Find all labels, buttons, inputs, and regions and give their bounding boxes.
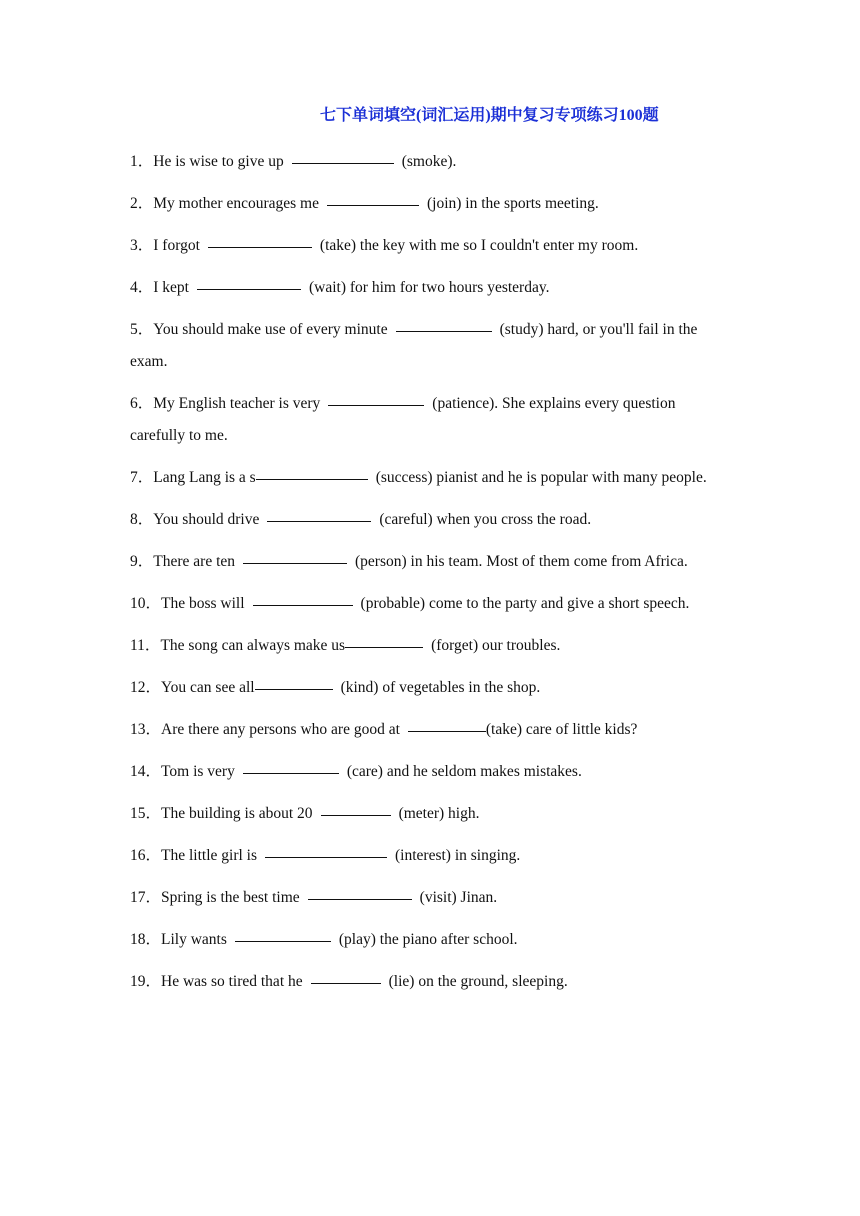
question-text-after: (kind) of vegetables in the shop. bbox=[340, 679, 541, 696]
question-text-after: (meter) high. bbox=[398, 805, 480, 822]
answer-blank[interactable] bbox=[292, 145, 394, 164]
question-number: 8． bbox=[130, 511, 154, 528]
answer-blank[interactable] bbox=[197, 271, 301, 290]
question-number: 2． bbox=[130, 195, 154, 212]
question-text-before: Lily wants bbox=[161, 931, 227, 948]
question-text-before: You should make use of every minute bbox=[153, 321, 388, 338]
question-text-after: (care) and he seldom makes mistakes. bbox=[346, 763, 582, 780]
question-item bbox=[130, 840, 730, 872]
question-number: 19． bbox=[130, 973, 162, 990]
answer-blank[interactable] bbox=[243, 755, 339, 774]
question-text-before: Are there any persons who are good at bbox=[161, 721, 400, 738]
question-text-after: (wait) for him for two hours yesterday. bbox=[309, 279, 550, 296]
question-item bbox=[130, 314, 730, 378]
question-text-before: The building is about 20 bbox=[161, 805, 313, 822]
question-text-after: (take) the key with me so I couldn't enter my room. bbox=[319, 237, 639, 254]
question-text-after: (study) hard, or you'll fail in the exam. bbox=[130, 321, 698, 370]
question-item bbox=[130, 504, 730, 536]
question-text-after: (success) pianist and he is popular with many people. bbox=[375, 469, 707, 486]
question-number: 18． bbox=[130, 931, 162, 948]
question-number: 9． bbox=[130, 553, 154, 570]
question-number: 15． bbox=[130, 805, 162, 822]
question-number: 7． bbox=[130, 469, 154, 486]
question-text-after: (interest) in singing. bbox=[395, 847, 521, 864]
question-item bbox=[130, 924, 730, 956]
question-text-after: (careful) when you cross the road. bbox=[379, 511, 592, 528]
question-number: 5． bbox=[130, 321, 154, 338]
question-text-after: (join) in the sports meeting. bbox=[426, 195, 599, 212]
question-text-before: Tom is very bbox=[161, 763, 235, 780]
question-item bbox=[130, 672, 730, 704]
question-text-after: (forget) our troubles. bbox=[431, 637, 561, 654]
question-item bbox=[130, 588, 730, 620]
question-text-before: There are ten bbox=[153, 553, 236, 570]
answer-blank[interactable] bbox=[208, 229, 312, 248]
answer-blank[interactable] bbox=[267, 503, 371, 522]
question-text-before: The boss will bbox=[161, 595, 245, 612]
question-text-before: You should drive bbox=[153, 511, 260, 528]
answer-blank[interactable] bbox=[396, 313, 492, 332]
answer-blank[interactable] bbox=[235, 923, 331, 942]
question-text-after: (patience). She explains every question carefully to me. bbox=[130, 395, 676, 444]
answer-blank[interactable] bbox=[345, 629, 423, 648]
answer-blank[interactable] bbox=[243, 545, 347, 564]
question-text-before: I forgot bbox=[153, 237, 200, 254]
question-item bbox=[130, 388, 730, 452]
question-number: 6． bbox=[130, 395, 154, 412]
question-text-before: He is wise to give up bbox=[153, 153, 284, 170]
answer-blank[interactable] bbox=[255, 671, 333, 690]
worksheet-title: 七下单词填空(词汇运用)期中复习专项练习100题 bbox=[320, 107, 659, 124]
question-text-before: The song can always make us bbox=[160, 637, 346, 654]
answer-blank[interactable] bbox=[328, 387, 424, 406]
question-item bbox=[130, 798, 730, 830]
question-text-before: You can see all bbox=[161, 679, 255, 696]
answer-blank[interactable] bbox=[321, 797, 391, 816]
question-item bbox=[130, 462, 730, 494]
question-text-after: (person) in his team. Most of them come from Africa. bbox=[355, 553, 688, 570]
question-item bbox=[130, 882, 730, 914]
question-item bbox=[130, 630, 730, 662]
question-item bbox=[130, 756, 730, 788]
question-number: 4． bbox=[130, 279, 154, 296]
question-item bbox=[130, 272, 730, 304]
question-text-before: I kept bbox=[153, 279, 189, 296]
question-item bbox=[130, 188, 730, 220]
answer-blank[interactable] bbox=[311, 965, 381, 984]
answer-blank[interactable] bbox=[253, 587, 353, 606]
question-text-before: He was so tired that he bbox=[161, 973, 303, 990]
question-number: 17． bbox=[130, 889, 162, 906]
answer-blank[interactable] bbox=[327, 187, 419, 206]
question-number: 12． bbox=[130, 679, 162, 696]
question-number: 1． bbox=[130, 153, 154, 170]
answer-blank[interactable] bbox=[308, 881, 412, 900]
question-text-after: (probable) come to the party and give a short speech. bbox=[360, 595, 690, 612]
question-number: 16． bbox=[130, 847, 162, 864]
question-item bbox=[130, 230, 730, 262]
question-item bbox=[130, 146, 730, 178]
question-item bbox=[130, 966, 730, 998]
question-text-before: My English teacher is very bbox=[153, 395, 321, 412]
question-text-after: (lie) on the ground, sleeping. bbox=[388, 973, 568, 990]
question-text-after: (smoke). bbox=[401, 153, 457, 170]
question-text-before: My mother encourages me bbox=[153, 195, 319, 212]
question-text-after: (take) care of little kids? bbox=[485, 721, 638, 738]
question-item bbox=[130, 714, 730, 746]
question-number: 13． bbox=[130, 721, 162, 738]
question-text-before: Lang Lang is a s bbox=[153, 469, 256, 486]
question-text-after: (visit) Jinan. bbox=[419, 889, 498, 906]
answer-blank[interactable] bbox=[256, 461, 368, 480]
answer-blank[interactable] bbox=[408, 713, 486, 732]
question-text-before: The little girl is bbox=[161, 847, 258, 864]
question-text-after: (play) the piano after school. bbox=[338, 931, 518, 948]
question-number: 11． bbox=[130, 637, 161, 654]
question-number: 14． bbox=[130, 763, 162, 780]
question-item bbox=[130, 546, 730, 578]
question-list bbox=[130, 146, 730, 1008]
question-number: 10． bbox=[130, 595, 162, 612]
question-text-before: Spring is the best time bbox=[161, 889, 300, 906]
answer-blank[interactable] bbox=[265, 839, 387, 858]
question-number: 3． bbox=[130, 237, 154, 254]
